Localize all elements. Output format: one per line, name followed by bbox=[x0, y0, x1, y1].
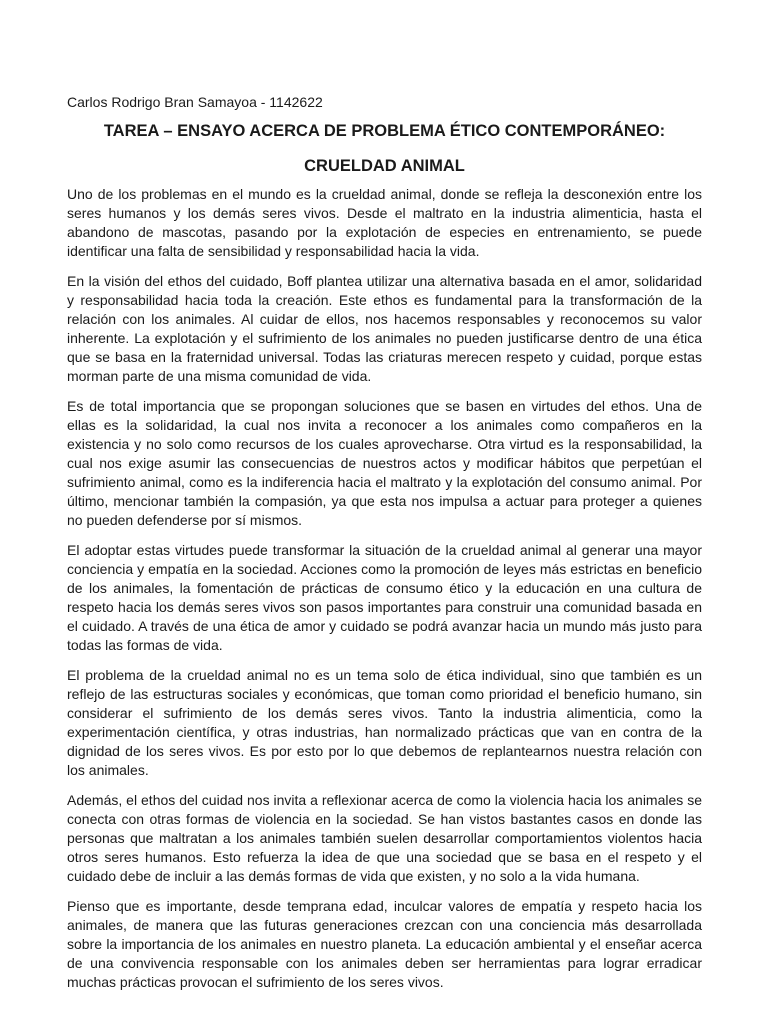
paragraph-1: Uno de los problemas en el mundo es la crueldad animal, donde se refleja la desconexión entre los seres humanos y los demás seres vivos. Desde el maltrato en la industria alimenticia, hasta el abandono de mascotas, pasando por la explotación de especies en entrenamiento, se puede identificar una falta de sensibilidad y responsabilidad hacia la vida. bbox=[67, 186, 702, 259]
paragraph-6: Además, el ethos del cuidad nos invita a reflexionar acerca de como la violencia hacia los animales se conecta con otras formas de violencia en la sociedad. Se han vistos bastantes casos en donde las personas que maltratan a los animales también suelen desarrollar comportamientos violentos hacia otros seres humanos. Esto refuerza la idea de que una sociedad que se basa en el respeto y el cuidado debe de incluir a las demás formas de vida que existen, y no solo a la vida humana. bbox=[67, 792, 702, 884]
paragraph-5: El problema de la crueldad animal no es un tema solo de ética individual, sino que también es un reflejo de las estructuras sociales y económicas, que toman como prioridad el beneficio humano, sin considerar el sufrimiento de los demás seres vivos. Tanto la industria alimenticia, como la experimentación científica, y otras industrias, han normalizado prácticas que van en contra de la dignidad de los seres vivos. Es por esto por lo que debemos de replantearnos nuestra relación con los animales. bbox=[67, 667, 702, 778]
title-line-2: CRUELDAD ANIMAL bbox=[304, 157, 465, 175]
paragraph-2: En la visión del ethos del cuidado, Boff plantea utilizar una alternativa basada en el amor, solidaridad y responsabilidad hacia toda la creación. Este ethos es fundamental para la transformación de la relación con los animales. Al cuidar de ellos, nos hacemos responsables y reconocemos su valor inherente. La explotación y el sufrimiento de los animales no pueden justificarse dentro de una ética que se basa en la fraternidad universal. Todas las criaturas merecen respeto y cuidad, porque estas morman parte de una misma comunidad de vida. bbox=[67, 273, 702, 384]
paragraph-3: Es de total importancia que se propongan soluciones que se basen en virtudes del ethos. Una de ellas es la solidaridad, la cual nos invita a reconocer a los animales como compañeros en la existencia y no solo como recursos de los cuales aprovecharse. Otra virtud es la responsabilidad, la cual nos exige asumir las consecuencias de nuestros actos y modificar hábitos que perpetúan el sufrimiento animal, como es la indiferencia hacia el maltrato y la explotación del consumo animal. Por último, mencionar también la compasión, ya que esta nos impulsa a actuar para proteger a quienes no pueden defenderse por sí mismos. bbox=[67, 398, 702, 528]
author-line: Carlos Rodrigo Bran Samayoa - 1142622 bbox=[67, 94, 323, 110]
title-line-1: TAREA – ENSAYO ACERCA DE PROBLEMA ÉTICO CONTEMPORÁNEO: bbox=[103, 122, 666, 140]
paragraph-7: Pienso que es importante, desde temprana edad, inculcar valores de empatía y respeto hacia los animales, de manera que las futuras generaciones crezcan con una conciencia más desarrollada sobre la importancia de los animales en nuestro planeta. La educación ambiental y el enseñar acerca de una convivencia responsable con los animales deben ser herramientas para lograr erradicar muchas prácticas provocan el sufrimiento de los seres vivos. bbox=[67, 898, 702, 990]
paragraph-4: El adoptar estas virtudes puede transformar la situación de la crueldad animal al generar una mayor conciencia y empatía en la sociedad. Acciones como la promoción de leyes más estrictas en beneficio de los animales, la fomentación de prácticas de consumo ético y la educación en una cultura de respeto hacia los demás seres vivos son pasos importantes para construir una comunidad basada en el cuidado. A través de una ética de amor y cuidado se podrá avanzar hacia un mundo más justo para todas las formas de vida. bbox=[67, 542, 702, 653]
